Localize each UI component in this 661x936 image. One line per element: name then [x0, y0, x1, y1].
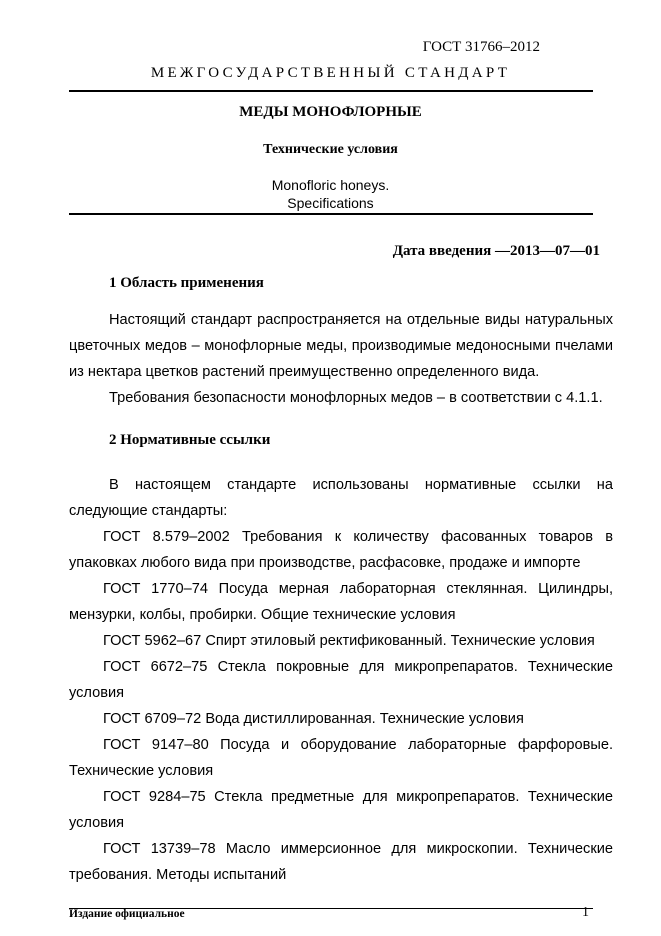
title-rule — [69, 213, 593, 215]
intro-date: Дата введения —2013—07—01 — [392, 243, 600, 259]
page-number: 1 — [582, 905, 589, 920]
reference-item: ГОСТ 1770–74 Посуда мерная лабораторная стеклянная. Цилиндры, мензурки, колбы, пробирки. Общие технические условия — [69, 581, 613, 623]
section-heading-scope: 1 Область применения — [109, 275, 264, 291]
header-rule — [69, 90, 593, 92]
reference-item: ГОСТ 6709–72 Вода дистиллированная. Технические условия — [103, 711, 524, 727]
reference-item: ГОСТ 6672–75 Стекла покровные для микропрепаратов. Технические условия — [69, 659, 613, 701]
reference-item: ГОСТ 8.579–2002 Требования к количеству фасованных товаров в упаковках любого вида при производстве, расфасовке, продаже и импорте — [69, 529, 613, 571]
paragraph: Требования безопасности монофлорных медов – в соответствии с 4.1.1. — [109, 390, 603, 406]
paragraph: Настоящий стандарт распространяется на отдельные виды натуральных цветочных медов – монофлорные меды, производимые медоносными пчелами из нектара цветков растений преимущественно определенного вида. — [69, 312, 613, 380]
reference-item: ГОСТ 9147–80 Посуда и оборудование лабораторные фарфоровые. Технические условия — [69, 737, 613, 779]
reference-item: ГОСТ 9284–75 Стекла предметные для микропрепаратов. Технические условия — [69, 789, 613, 831]
section-references-body — [69, 472, 613, 888]
english-title-main: Monofloric honeys. — [271, 177, 390, 193]
official-edition-label: Издание официальное — [69, 908, 185, 920]
gost-number: ГОСТ 31766–2012 — [422, 39, 540, 55]
interstate-standard-label: МЕЖГОСУДАРСТВЕННЫЙ СТАНДАРТ — [150, 65, 511, 81]
section-scope-body — [69, 307, 613, 411]
paragraph: В настоящем стандарте использованы нормативные ссылки на следующие стандарты: — [69, 477, 613, 519]
section-heading-references: 2 Нормативные ссылки — [109, 432, 271, 448]
document-title: МЕДЫ МОНОФЛОРНЫЕ — [239, 104, 422, 120]
document-subtitle: Технические условия — [263, 142, 398, 157]
reference-item: ГОСТ 5962–67 Спирт этиловый ректификованный. Технические условия — [103, 633, 595, 649]
english-title — [0, 176, 661, 212]
reference-item: ГОСТ 13739–78 Масло иммерсионное для микроскопии. Технические требования. Методы испытаний — [69, 841, 613, 883]
english-title-sub: Specifications — [287, 195, 374, 211]
